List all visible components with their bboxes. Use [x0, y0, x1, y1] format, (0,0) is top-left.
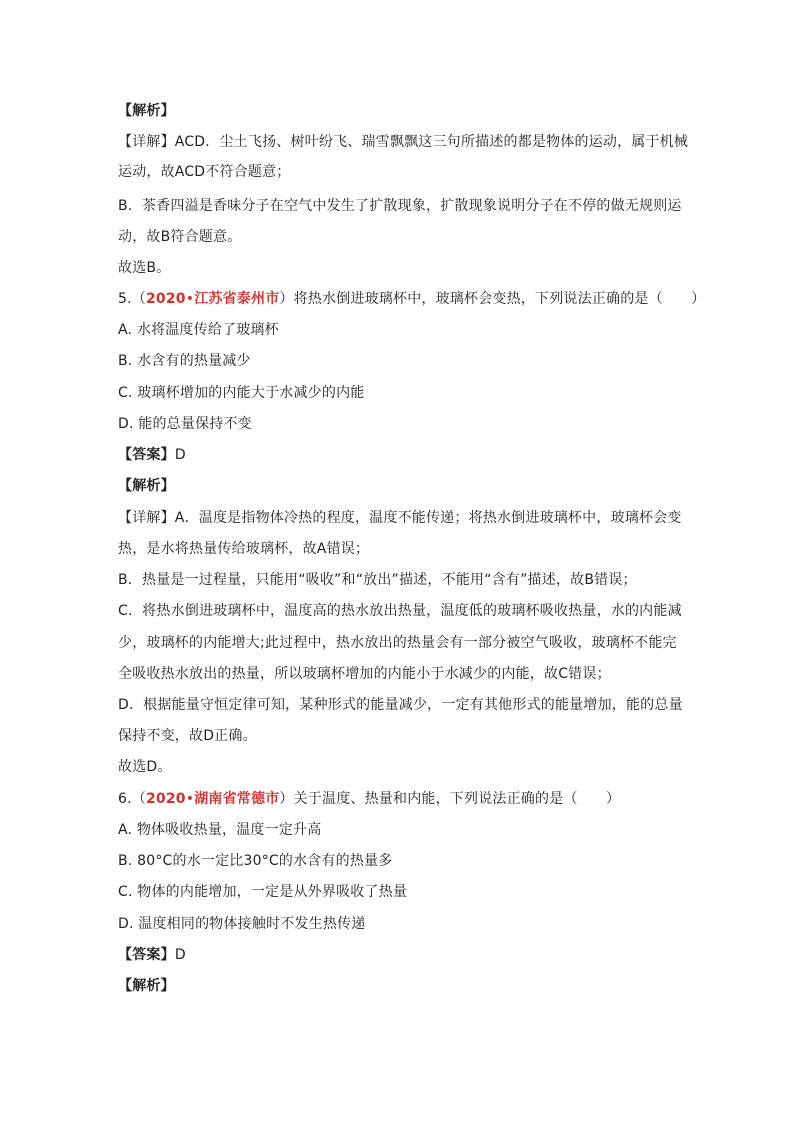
option-b: B. 水含有的热量减少: [118, 353, 251, 369]
detail-line: 【详解】A．温度是指物体冷热的程度，温度不能传递；将热水倒进玻璃杯中，玻璃杯会变: [118, 510, 682, 526]
answer-label: 【答案】: [118, 447, 175, 463]
source-year: 2020: [145, 791, 186, 807]
analysis-heading: 【解析】: [118, 478, 175, 494]
detail-line: B．热量是一过程量，只能用“吸收”和“放出”描述，不能用“含有”描述，故B错误；: [118, 572, 637, 588]
source-place: 湖南省常德市: [194, 791, 280, 807]
question-number: 6.（: [118, 791, 146, 807]
answer-line: [118, 945, 186, 965]
analysis-heading: 【解析】: [118, 103, 175, 119]
question-number: 5.（: [118, 291, 146, 307]
detail-line: D．根据能量守恒定律可知，某种形式的能量减少，一定有其他形式的能量增加，能的总量: [118, 697, 683, 713]
detail-line: 全吸收热水放出的热量，所以玻璃杯增加的内能小于水减少的内能，故C错误；: [118, 666, 611, 682]
answer-value: D: [174, 947, 186, 963]
option-a: A. 物体吸收热量，温度一定升高: [118, 822, 322, 838]
analysis-heading: 【解析】: [118, 978, 175, 994]
question-text: 关于温度、热量和内能，下列说法正确的是（ ）: [293, 791, 621, 807]
answer-line: [118, 445, 186, 465]
choice-conclusion: 故选D。: [118, 759, 172, 775]
question-6-stem: [118, 789, 620, 809]
source-dot: •: [185, 791, 195, 807]
option-b: B. 80°C的水一定比30°C的水含有的热量多: [118, 853, 393, 869]
detail-line: 【详解】ACD．尘土飞扬、树叶纷飞、瑞雪飘飘这三句所描述的都是物体的运动，属于机械: [118, 134, 689, 150]
source-year: 2020: [145, 291, 186, 307]
option-a: A. 水将温度传给了玻璃杯: [118, 322, 279, 338]
question-text: 将热水倒进玻璃杯中，玻璃杯会变热，下列说法正确的是（ ）: [293, 291, 706, 307]
answer-value: D: [174, 447, 186, 463]
option-d: D. 能的总量保持不变: [118, 416, 252, 432]
option-c: C. 物体的内能增加，一定是从外界吸收了热量: [118, 884, 408, 900]
option-c: C. 玻璃杯增加的内能大于水减少的内能: [118, 385, 365, 401]
detail-line: 动，故B符合题意。: [118, 229, 242, 245]
choice-conclusion: 故选B。: [118, 260, 171, 276]
source-close: ）: [279, 291, 294, 307]
detail-line: C．将热水倒进玻璃杯中，温度高的热水放出热量，温度低的玻璃杯吸收热量，水的内能减: [118, 603, 682, 619]
source-dot: •: [185, 291, 195, 307]
answer-label: 【答案】: [118, 947, 175, 963]
option-d: D. 温度相同的物体接触时不发生热传递: [118, 916, 366, 932]
source-close: ）: [279, 791, 294, 807]
detail-line: 保持不变，故D正确。: [118, 728, 257, 744]
detail-line: 少，玻璃杯的内能增大;此过程中，热水放出的热量会有一部分被空气吸收，玻璃杯不能完: [118, 635, 677, 651]
detail-line: B．茶香四溢是香味分子在空气中发生了扩散现象，扩散现象说明分子在不停的做无规则运: [118, 198, 682, 214]
detail-line: 运动，故ACD不符合题意；: [118, 164, 291, 180]
detail-line: 热，是水将热量传给玻璃杯，故A错误；: [118, 541, 370, 557]
question-5-stem: [118, 289, 705, 309]
source-place: 江苏省泰州市: [194, 291, 280, 307]
